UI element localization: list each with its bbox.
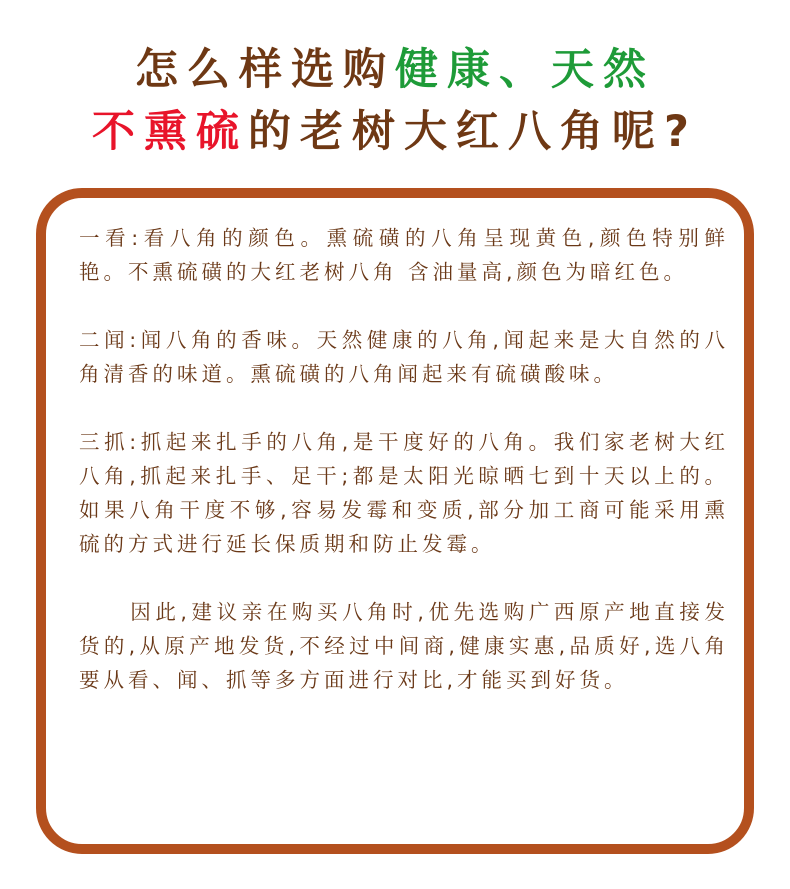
headline-how-to-choose: 怎么样选购 [135, 45, 395, 95]
headline-healthy-natural: 健康、天然 [395, 45, 655, 95]
headline-line-1 [0, 42, 790, 98]
content-body [79, 221, 729, 697]
paragraph-grab: 三抓:抓起来扎手的八角,是干度好的八角。我们家老树大红八角,抓起来扎手、足干;都是太阳光晾晒七到十天以上的。如果八角干度不够,容易发霉和变质,部分加工商可能采用熏硫的方式进行延长保质期和防止发霉。 [79, 430, 729, 556]
paragraph-conclusion: 因此,建议亲在购买八角时,优先选购广西原产地直接发货的,从原产地发货,不经过中间商,健康实惠,品质好,选八角要从看、闻、抓等多方面进行对比,才能买到好货。 [79, 600, 729, 692]
paragraph-look: 一看:看八角的颜色。熏硫磺的八角呈现黄色,颜色特别鲜艳。不熏硫磺的大红老树八角 含油量高,颜色为暗红色。 [79, 226, 729, 284]
headline-line-2 [0, 104, 790, 160]
headline-old-tree-star-anise: 的老树大红八角呢? [248, 107, 698, 157]
paragraph-smell: 二闻:闻八角的香味。天然健康的八角,闻起来是大自然的八角清香的味道。熏硫磺的八角闻起来有硫磺酸味。 [79, 328, 729, 386]
headline-no-sulfur: 不熏硫 [92, 107, 249, 157]
